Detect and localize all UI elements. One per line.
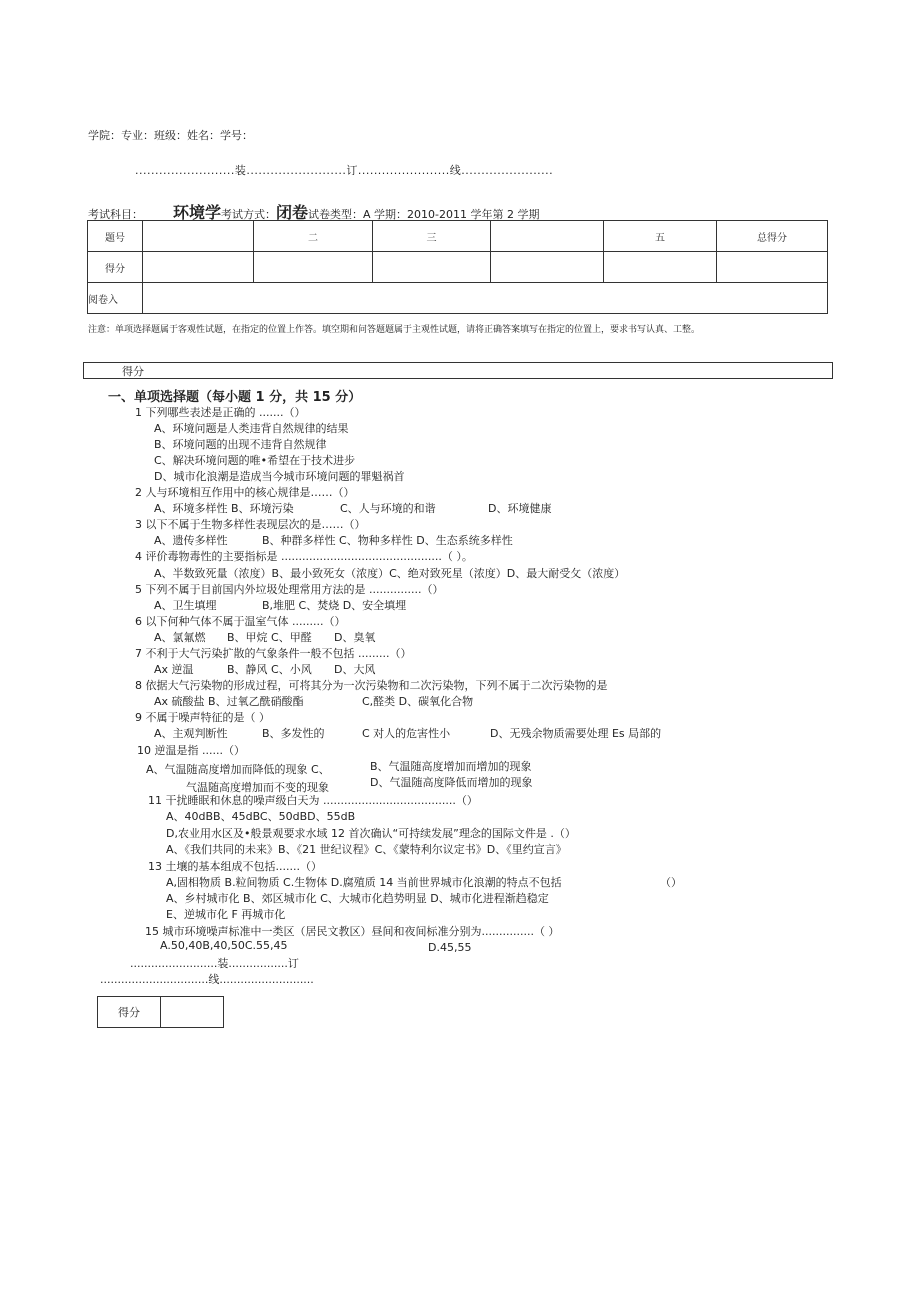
option: D、无残余物质需要处理 Es 局部的: [490, 727, 662, 740]
grader-cell[interactable]: [143, 283, 828, 314]
option: D、臭氧: [334, 631, 376, 644]
question-7: 7 不利于大气污染扩散的气象条件一般不包括 .........（）: [135, 647, 412, 660]
exam-note: 注意：单项选择题属于客观性试题，在指定的位置上作答。填空期和问答题题属于主观性试题，请将正确答案填写在指定的位置上，要求书写认真、工整。: [88, 325, 701, 335]
option: D.45,55: [428, 941, 472, 954]
binding-line-bottom-1: .........................装.................订: [130, 957, 299, 970]
row-header-grader: 阅卷入: [88, 283, 143, 314]
col-total: 总得分: [717, 221, 828, 252]
option: B,堆肥 C、焚烧 D、安全填埋: [262, 599, 407, 612]
col-3: 三: [373, 221, 491, 252]
question-10: 10 逆温是指 ......（）: [137, 744, 245, 757]
col-4: [491, 221, 604, 252]
answer-bracket: （）: [660, 876, 682, 889]
option: A.50,40B,40,50C.55,45: [160, 939, 288, 952]
option: A、半数致死量（浓度）B、最小致死女（浓度）C、绝对致死星（浓度）D、最大耐受攵（浓度）: [154, 567, 626, 580]
question-1: 1 下列哪些表述是正确的 .......（）: [135, 406, 306, 419]
method-label: 考试方式：: [221, 208, 277, 221]
option: B、气温随高度增加而增加的现象: [370, 760, 532, 773]
option: C,醛类 D、碳氧化合物: [362, 695, 474, 708]
score-cell[interactable]: [717, 252, 828, 283]
section1-score-label: 得分: [122, 365, 144, 378]
question-6: 6 以下何种气体不属于温室气体 .........（）: [135, 615, 346, 628]
row-header-question: 题号: [88, 221, 143, 252]
option: D、城市化浪潮是造成当今城市环境问题的罪魁祸首: [154, 470, 405, 483]
col-2: 二: [254, 221, 373, 252]
option: B、种群多样性 C、物种多样性 D、生态系统多样性: [262, 534, 513, 547]
score-cell[interactable]: [254, 252, 373, 283]
option: B、多发性的: [262, 727, 325, 740]
option: A、环境问题是人类违背自然规律的结果: [154, 422, 349, 435]
option: E、逆城市化 F 再城市化: [166, 908, 286, 921]
option: A、卫生填埋: [154, 599, 217, 612]
option: A、《我们共同的未来》B、《21 世纪议程》C、《蒙特利尔议定书》D、《里约宣言》: [166, 843, 567, 856]
option: A、乡村城市化 B、郊区城市化 C、大城市化趋势明显 D、城市化进程渐趋稳定: [166, 892, 549, 905]
question-13: 13 土壤的基本组成不包括.......（）: [148, 860, 322, 873]
option: 气温随高度增加而不变的现象: [186, 781, 329, 794]
exam-method: 闭卷: [276, 203, 309, 222]
option: C 对人的危害性小: [362, 727, 451, 740]
score-table: [87, 220, 828, 314]
option: A、气温随高度增加而降低的现象 C、: [146, 763, 330, 776]
question-9: 9 不属于噪声特征的是（ ）: [135, 711, 270, 724]
question-4: 4 评价毒物毒性的主要指标是 ..............................................（ ）。: [135, 550, 473, 563]
option: Ax 逆温: [154, 663, 194, 676]
question-11: 11 干扰睡眠和休息的噪声级白天为 ......................................（）: [148, 794, 478, 807]
subject-label: 考试科目：: [88, 208, 143, 221]
question-8: 8 依据大气污染物的形成过程，可将其分为一次污染物和二次污染物，下列不属于二次污染物的是: [135, 679, 608, 692]
option: D、大风: [334, 663, 376, 676]
option: D、气温随高度降低而增加的现象: [370, 776, 533, 789]
option: D、环境健康: [488, 502, 552, 515]
score-cell[interactable]: [143, 252, 254, 283]
question-3: 3 以下不属于生物多样性表现层次的是……（）: [135, 518, 366, 531]
option: A、环境多样性 B、环境污染: [154, 502, 294, 515]
section2-score-box: [97, 996, 224, 1028]
question-12: D,农业用水区及•般景观要求水域 12 首次确认“可持续发展”理念的国际文件是 .（）: [166, 827, 576, 840]
option: A、40dBB、45dBC、50dBD、55dB: [166, 810, 356, 823]
binding-line: .........................装.........................订.......................线.......................: [135, 164, 554, 177]
student-info-line: 学院：专业：班级：姓名：学号：: [88, 129, 253, 142]
option: Ax 硫酸盐 B、过氧乙酰硝酸酯: [154, 695, 304, 708]
question-5: 5 下列不属于目前国内外垃圾处理常用方法的是 ...............（）: [135, 583, 444, 596]
score-cell[interactable]: [373, 252, 491, 283]
section2-score-label: 得分: [98, 997, 161, 1028]
question-15: 15 城市环境噪声标准中一类区（居民文教区）昼间和夜间标准分别为...............（ ）: [145, 925, 560, 938]
exam-meta: 试卷类型：A 学期：2010-2011 学年第 2 学期: [308, 208, 540, 221]
option: A、主观判断性: [154, 727, 228, 740]
subject-name: 环境学: [173, 203, 222, 222]
col-5: 五: [604, 221, 717, 252]
option: A、氯氟燃: [154, 631, 206, 644]
score-cell[interactable]: [491, 252, 604, 283]
option: B、甲烷 C、甲醛: [227, 631, 312, 644]
score-cell[interactable]: [604, 252, 717, 283]
option: C、解决环境问题的唯•希望在于技术进步: [154, 454, 356, 467]
section1-score-bar: [83, 362, 833, 379]
option: C、人与环境的和谐: [340, 502, 436, 515]
section1-title: 一、单项选择题（每小题 1 分，共 15 分）: [108, 390, 362, 405]
binding-line-bottom-2: ...............................线...........................: [100, 973, 314, 986]
section2-score-cell[interactable]: [161, 997, 224, 1028]
col-1: [143, 221, 254, 252]
question-14: A,固相物质 B.粒间物质 C.生物体 D.腐殖质 14 当前世界城市化浪潮的特点不包括: [166, 876, 562, 889]
option: B、环境问题的出现不违背自然规律: [154, 438, 327, 451]
question-2: 2 人与环境相互作用中的核心规律是……（）: [135, 486, 355, 499]
row-header-score: 得分: [88, 252, 143, 283]
option: A、遗传多样性: [154, 534, 228, 547]
option: B、静风 C、小风: [227, 663, 312, 676]
